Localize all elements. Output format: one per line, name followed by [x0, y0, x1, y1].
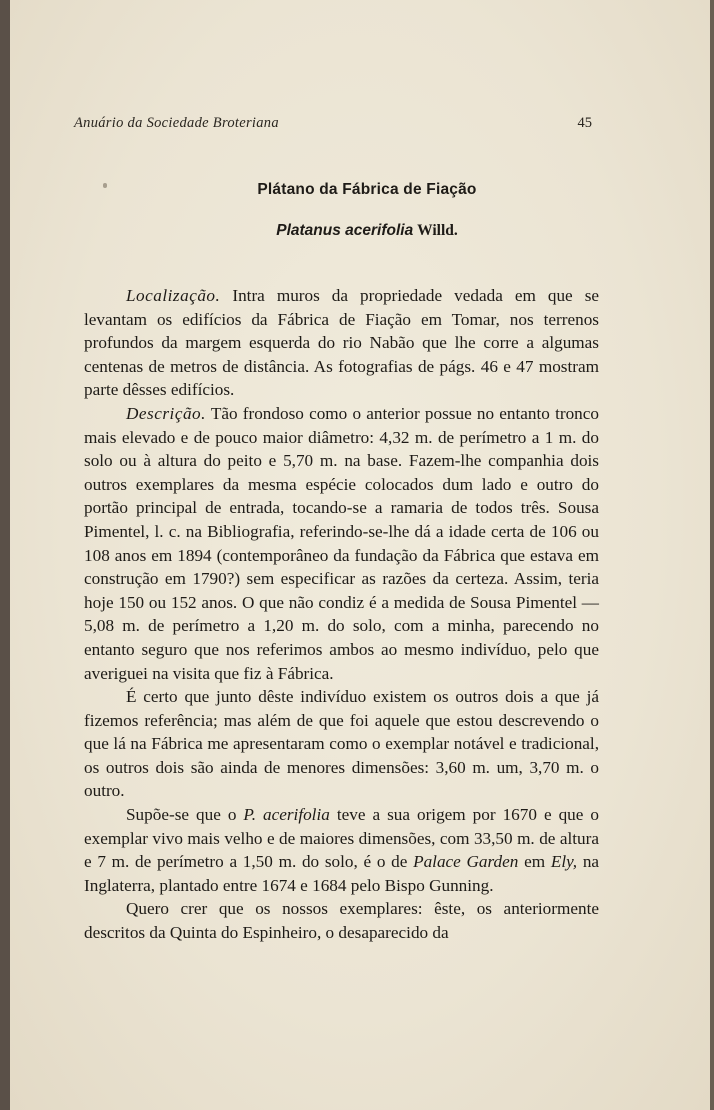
book-page [10, 0, 710, 1110]
article-title: Plátano da Fábrica de Fiação [257, 181, 477, 198]
species-heading [10, 222, 714, 240]
paragraph-text: É certo que junto dêste indivíduo existem os outros dois a que já fizemos referência; mas além de que foi aquele que estou descrevendo o que lá na Fábrica me apresentaram como o exemplar notável e tradicional, os outros dois são ainda de menores dimensões: 3,60 m. um, 3,70 m. o outro. [84, 687, 599, 801]
paragraph-descricao [84, 402, 599, 685]
species-abbrev: P. acerifolia [243, 805, 330, 825]
species-author: Willd. [417, 222, 458, 239]
species-name: Platanus acerifolia [276, 222, 414, 239]
paragraph-text: Intra muros da propriedade vedada em que se levantam os edifícios da Fábrica de Fiação em Tomar, nos terrenos profundos da margem esquerda do rio Nabão que lhe corre a algumas centenas de metros de distância. As fotografias de págs. 46 e 47 mostram parte dêsses edifícios. [84, 286, 600, 400]
paragraph-text: Supõe-se que o [126, 805, 237, 825]
page-edge [710, 0, 714, 1110]
paragraph-text: Tão frondoso como o anterior possue no entanto tronco mais elevado e de pouco maior diâmetro: 4,32 m. de perímetro a 1 m. do solo ou à altura do peito e 5,70 m. na base. Fazem-lhe companhia dois outros exemplares da mesma espécie colocados dum lado e outro do portão principal de entrada, tocando-se a ramaria de todos três. Sousa Pimentel, l. c. na Bibliografia, referindo-se-lhe dá a idade certa de 106 ou 108 anos em 1894 (contemporâneo da fundação da Fábrica que estava em construção em 1790?) sem especificar as razões da certeza. Assim, teria hoje 150 ou 152 anos. O que não condiz é a medida de Sousa Pimentel —5,08 m. de perímetro a 1,20 m. do solo, com a minha, parecendo no entanto seguro que nos referimos ambos ao mesmo indivíduo, pelo que averiguei na visita que fiz à Fábrica. [84, 403, 599, 683]
paragraph-exemplares [84, 897, 599, 944]
running-head [74, 115, 592, 137]
place-name: Palace Garden [413, 852, 519, 872]
paragraph-text: na Inglaterra, plantado entre 1674 e 1684 pelo Bispo Gunning. [84, 852, 600, 895]
page-number: 45 [577, 115, 592, 131]
paragraph-text: Quero crer que os nossos exemplares: êste, os anteriormente descritos da Quinta do Espinheiro, o desaparecido da [84, 899, 599, 943]
place-name: Ely, [550, 852, 578, 872]
paragraph-text: teve a sua origem por 1670 e que o exemplar vivo mais velho e de maiores dimensões, com 33,50 m. de altura e 7 m. de perímetro a 1,50 m. do solo, é o de [84, 805, 599, 872]
lead-descricao: Descrição. [126, 403, 206, 423]
paragraph-origem [84, 803, 599, 897]
body-text [84, 284, 599, 945]
paragraph-text: em [524, 852, 546, 872]
lead-localizacao: Localização. [126, 286, 221, 305]
paragraph-individuo [84, 685, 599, 803]
paragraph-localizacao [84, 284, 599, 402]
running-title: Anuário da Sociedade Broteriana [74, 115, 279, 131]
